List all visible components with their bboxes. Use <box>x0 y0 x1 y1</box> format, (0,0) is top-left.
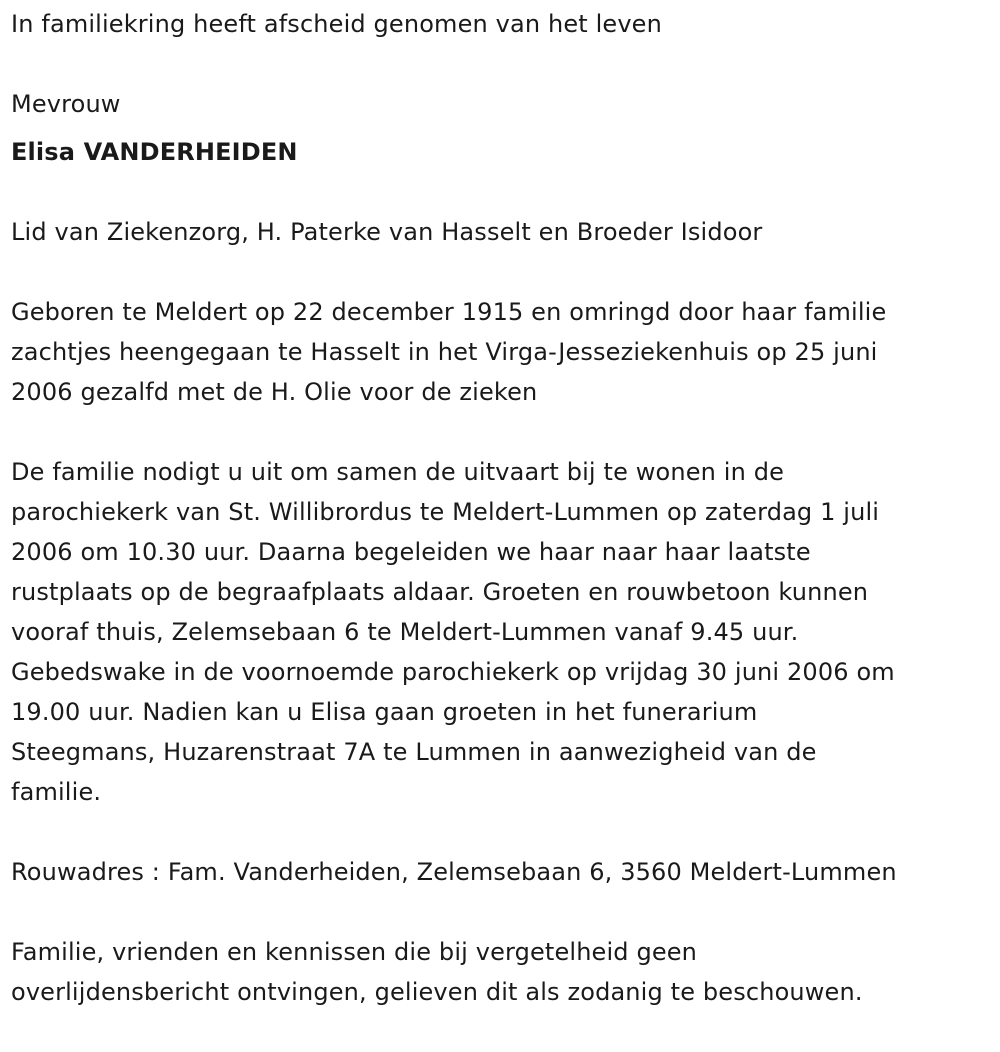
text-line: 2006 om 10.30 uur. Daarna begeleiden we haar naar haar laatste <box>11 538 811 566</box>
text-line: zachtjes heengegaan te Hasselt in het Virga-Jesseziekenhuis op 25 juni <box>11 338 878 366</box>
funeral-paragraph <box>11 452 991 812</box>
intro-text: In familiekring heeft afscheid genomen van het leven <box>11 10 662 38</box>
text-line: De familie nodigt u uit om samen de uitvaart bij te wonen in de <box>11 458 785 486</box>
membership-text: Lid van Ziekenzorg, H. Paterke van Hasselt en Broeder Isidoor <box>11 218 763 246</box>
text-line: overlijdensbericht ontvingen, gelieven dit als zodanig te beschouwen. <box>11 978 863 1006</box>
text-line: familie. <box>11 778 102 806</box>
text-line: 2006 gezalfd met de H. Olie voor de zieken <box>11 378 538 406</box>
deceased-name: Elisa VANDERHEIDEN <box>11 138 298 166</box>
text-line: parochiekerk van St. Willibrordus te Meldert-Lummen op zaterdag 1 juli <box>11 498 880 526</box>
text-line: rustplaats op de begraafplaats aldaar. Groeten en rouwbetoon kunnen <box>11 578 869 606</box>
closing-paragraph <box>11 932 991 1012</box>
obituary-notice <box>11 4 991 1052</box>
text-line: Geboren te Meldert op 22 december 1915 en omringd door haar familie <box>11 298 887 326</box>
birth-death-paragraph <box>11 292 991 412</box>
text-line: Gebedswake in de voornoemde parochiekerk op vrijdag 30 juni 2006 om <box>11 658 895 686</box>
text-line: Familie, vrienden en kennissen die bij vergetelheid geen <box>11 938 698 966</box>
text-line: 19.00 uur. Nadien kan u Elisa gaan groeten in het funerarium <box>11 698 758 726</box>
mourning-address: Rouwadres : Fam. Vanderheiden, Zelemsebaan 6, 3560 Meldert-Lummen <box>11 858 897 886</box>
honorific: Mevrouw <box>11 90 121 118</box>
text-line: Steegmans, Huzarenstraat 7A te Lummen in aanwezigheid van de <box>11 738 817 766</box>
text-line: vooraf thuis, Zelemsebaan 6 te Meldert-Lummen vanaf 9.45 uur. <box>11 618 799 646</box>
